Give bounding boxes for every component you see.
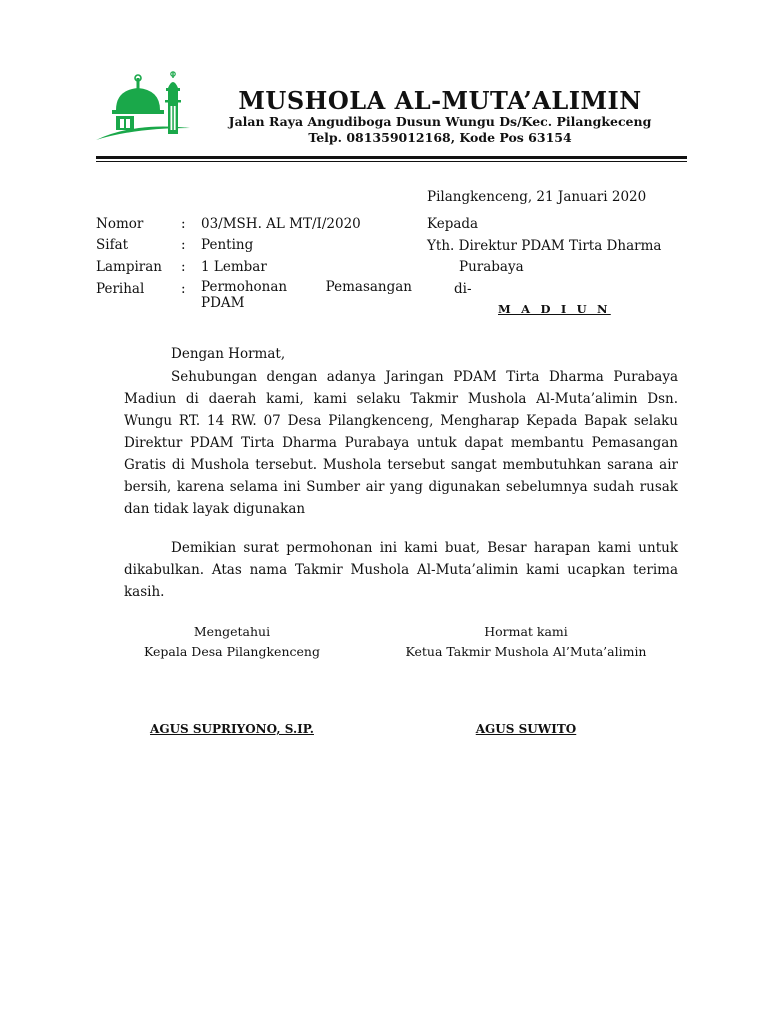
left-signatory-name: AGUS SUPRIYONO, S.IP. xyxy=(150,722,314,736)
di-label: di- xyxy=(454,281,472,297)
perihal-label: Perihal xyxy=(96,281,145,297)
recipient-title-cont: Purabaya xyxy=(459,259,524,275)
body-paragraph-2: Demikian surat permohonan ini kami buat, Besar harapan kami untuk dikabulkan. Atas nama Takmir Mushola Al-Muta’alimin kami ucapkan terima kasih. xyxy=(124,540,678,600)
perihal-value xyxy=(201,279,412,311)
signature-left-block xyxy=(102,622,362,662)
left-role-2: Kepala Desa Pilangkenceng xyxy=(144,644,320,659)
perihal-word-1: Permohonan xyxy=(201,279,288,295)
perihal-word-2: Pemasangan xyxy=(325,279,412,295)
sifat-value: Penting xyxy=(201,237,254,253)
right-role-1: Hormat kami xyxy=(484,624,568,639)
letter-date: Pilangkenceng, 21 Januari 2020 xyxy=(427,189,647,205)
kepada-label: Kepada xyxy=(427,216,479,232)
body-paragraph-1: Sehubungan dengan adanya Jaringan PDAM Tirta Dharma Purabaya Madiun di daerah kami, kami selaku Takmir Mushola Al-Muta’alimin Dsn. Wungu RT. 14 RW. 07 Desa Pilangkenceng, Mengharap Kepada Bapak selaku Direktur PDAM Tirta Dharma Purabaya untuk dapat membantu Pemasangan Gratis di Mushola tersebut. Mushola tersebut sangat membutuhkan sarana air bersih, karena selama ini Sumber air yang digunakan sebelumnya sudah rusak dan tidak layak digunakan xyxy=(124,369,678,517)
lampiran-colon: : xyxy=(181,259,186,275)
letterhead-rule-thin xyxy=(96,161,687,162)
salutation: Dengan Hormat, xyxy=(171,346,286,362)
recipient-block xyxy=(427,214,661,279)
nomor-label: Nomor xyxy=(96,216,144,232)
organization-contact: Telp. 081359012168, Kode Pos 63154 xyxy=(308,130,572,145)
nomor-value: 03/MSH. AL MT/I/2020 xyxy=(201,216,361,232)
mosque-dome-minaret-icon xyxy=(94,70,194,144)
letterhead-rule-thick xyxy=(96,156,687,159)
left-role-1: Mengetahui xyxy=(193,624,271,639)
sifat-label: Sifat xyxy=(96,237,129,253)
recipient-city: M A D I U N xyxy=(498,302,611,316)
lampiran-label: Lampiran xyxy=(96,259,162,275)
perihal-word-3: PDAM xyxy=(201,295,245,311)
lampiran-value: 1 Lembar xyxy=(201,259,267,275)
right-signatory-name: AGUS SUWITO xyxy=(475,722,577,736)
signature-right-block xyxy=(396,622,656,662)
right-role-2: Ketua Takmir Mushola Al’Muta’alimin xyxy=(405,644,647,659)
recipient-title: Yth. Direktur PDAM Tirta Dharma xyxy=(427,237,662,254)
nomor-colon: : xyxy=(181,216,186,232)
sifat-colon: : xyxy=(181,237,186,253)
perihal-colon: : xyxy=(181,281,186,297)
organization-name: MUSHOLA AL-MUTA’ALIMIN xyxy=(238,86,642,115)
organization-address: Jalan Raya Angudiboga Dusun Wungu Ds/Kec. Pilangkeceng xyxy=(228,114,652,129)
